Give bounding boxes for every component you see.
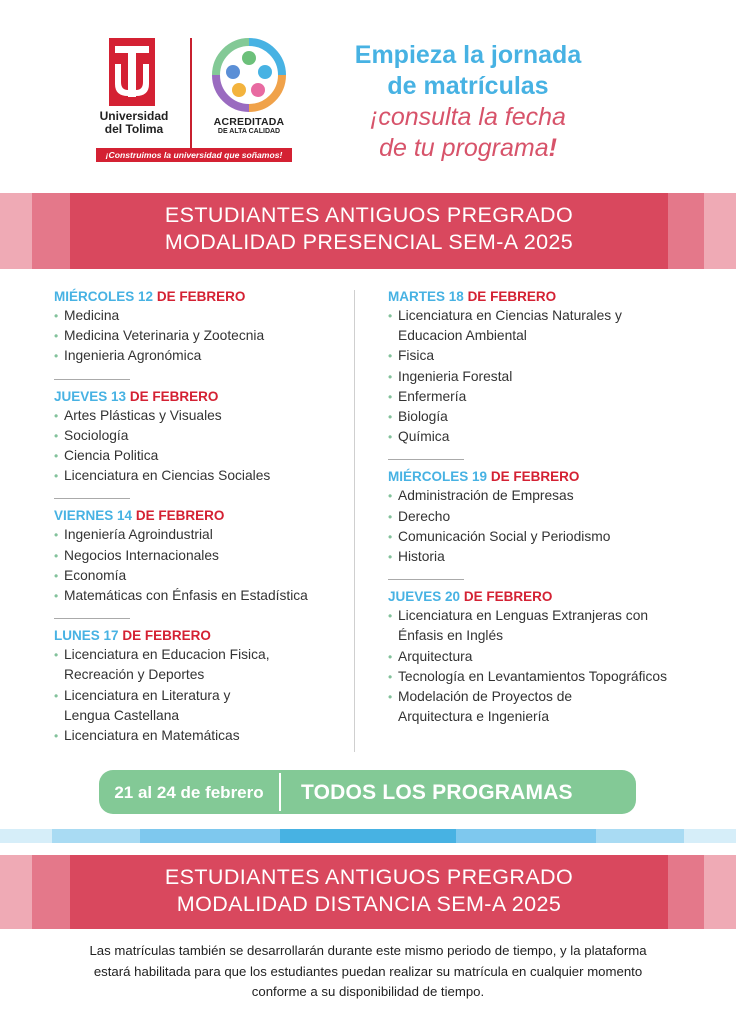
headline-line4-mark: ! [548,134,557,162]
day-day: 13 [111,388,127,404]
day-month: DE FEBRERO [490,469,580,485]
day-heading [54,388,346,406]
schedule-day [388,288,698,447]
program-item: • Derecho [388,507,698,527]
banner-distancia-text [70,855,668,929]
footer-note: Las matrículas también se desarrollarán durante este mismo periodo de tiempo, y la plataforma estará habilitada para que los estudiantes puedan realizar su matrícula en cualquier momento conforme a su disponibilidad de tiempo. [89,943,647,999]
university-name-line1: Universidad [99,109,169,123]
all-programs-dates: 21 al 24 de febrero [114,783,264,802]
day-day: 14 [117,508,133,524]
banner-presencial-text [70,193,668,269]
day-day: 20 [445,589,461,605]
program-item: • Artes Plásticas y Visuales [54,406,346,426]
program-item: • Medicina [54,306,346,326]
program-item: • Licenciatura en Educacion Fisica, Recreación y Deportes [54,645,346,685]
schedule-right-column [388,288,698,727]
schedule-day [54,288,346,367]
program-item: • Ingenieria Agronómica [54,346,346,366]
column-divider [354,290,355,752]
decorative-blue-stripe [0,829,736,843]
day-separator [54,498,130,499]
banner-presencial [0,193,736,269]
day-separator [388,459,464,460]
headline-line2: de matrículas [387,72,549,100]
program-item: • Licenciatura en Literatura y Lengua Castellana [54,686,346,726]
day-separator [54,379,130,380]
university-name [96,110,172,136]
day-heading [388,588,698,606]
day-day: 19 [472,469,488,485]
accreditation-subtitle: DE ALTA CALIDAD [217,128,281,135]
program-item: • Sociología [54,426,346,446]
program-item: • Licenciatura en Lenguas Extranjeras con Énfasis en Inglés [388,606,698,646]
logo-divider [190,38,192,156]
banner-distancia [0,855,736,929]
university-logo-block [96,38,296,168]
day-weekday: MARTES [388,289,445,304]
program-item: • Ciencia Politica [54,446,346,466]
program-item: • Comunicación Social y Periodismo [388,527,698,547]
banner-presencial-line1: ESTUDIANTES ANTIGUOS PREGRADO [164,203,574,227]
program-item: • Licenciatura en Matemáticas [54,726,346,746]
day-month: DE FEBRERO [122,628,211,644]
program-item: • Enfermería [388,387,698,407]
program-item: • Tecnología en Levantamientos Topográficos [388,667,698,687]
program-item: • Negocios Internacionales [54,546,346,566]
program-item: • Licenciatura en Ciencias Sociales [54,466,346,486]
program-item: • Medicina Veterinaria y Zootecnia [54,326,346,346]
schedule-left-column [54,288,346,746]
program-item: • Matemáticas con Énfasis en Estadística [54,586,346,606]
day-separator [388,579,464,580]
accreditation-title: ACREDITADA [213,116,285,128]
banner-distancia-line2: MODALIDAD DISTANCIA SEM-A 2025 [176,892,562,916]
schedule-day [388,588,698,727]
banner-presencial-line2: MODALIDAD PRESENCIAL SEM-A 2025 [164,230,574,254]
program-item: • Modelación de Proyectos de Arquitectura e Ingeniería [388,687,698,727]
university-logo-icon [109,38,155,106]
day-separator [54,618,130,619]
schedule-day [54,627,346,746]
day-day: 17 [103,628,119,644]
day-heading [54,507,346,525]
headline-line4 [316,133,620,164]
day-weekday: VIERNES [54,508,114,524]
day-month: DE FEBRERO [156,289,246,304]
day-weekday: JUEVES [388,589,442,605]
program-item: • Economía [54,566,346,586]
banner-distancia-line1: ESTUDIANTES ANTIGUOS PREGRADO [164,865,574,889]
day-heading [388,468,698,486]
day-heading [388,288,698,306]
day-month: DE FEBRERO [135,508,225,524]
schedule-day [388,468,698,567]
headline [316,40,620,164]
all-programs-pill [99,770,636,814]
day-weekday: LUNES [54,628,100,644]
day-month: DE FEBRERO [463,589,553,605]
program-item: • Fisica [388,346,698,366]
day-month: DE FEBRERO [129,388,219,404]
day-weekday: MIÉRCOLES [388,469,469,485]
program-item: • Historia [388,547,698,567]
university-slogan: ¡Construimos la universidad que soñamos! [96,148,292,162]
program-item: • Biología [388,407,698,427]
university-name-line2: del Tolima [104,122,164,136]
day-heading [54,288,346,306]
all-programs-label: TODOS LOS PROGRAMAS [301,781,573,804]
headline-line4-text: de tu programa [379,134,549,162]
day-day: 18 [448,289,464,304]
header [0,0,736,180]
program-item: • Ingenieria Forestal [388,367,698,387]
headline-line1: Empieza la jornada [354,41,582,69]
day-weekday: MIÉRCOLES [54,289,135,304]
accreditation-seal-icon [212,38,286,112]
accreditation-seal [208,38,290,135]
program-item: • Ingeniería Agroindustrial [54,525,346,545]
program-item: • Arquitectura [388,647,698,667]
day-month: DE FEBRERO [467,289,557,304]
program-item: • Licenciatura en Ciencias Naturales y Educacion Ambiental [388,306,698,346]
day-heading [54,627,346,645]
day-weekday: JUEVES [54,388,108,404]
program-item: • Administración de Empresas [388,486,698,506]
pill-divider [279,773,281,811]
headline-line3: ¡consulta la fecha [370,103,566,131]
schedule-day [54,388,346,487]
day-day: 12 [138,289,154,304]
program-item: • Química [388,427,698,447]
schedule-day [54,507,346,606]
